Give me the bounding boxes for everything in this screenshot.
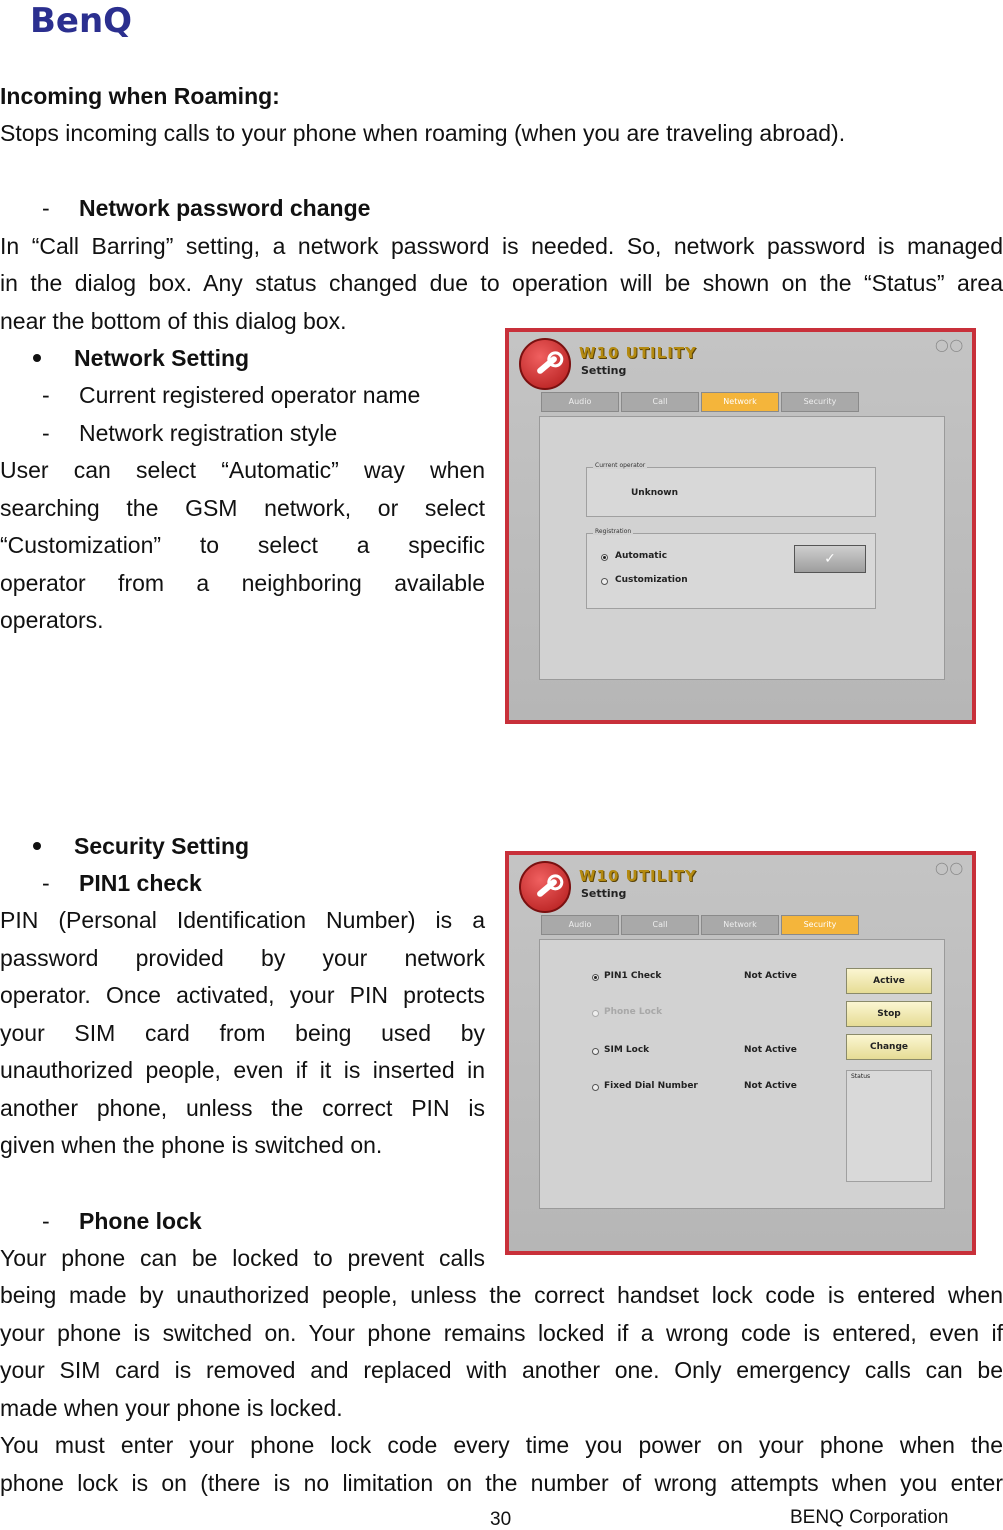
benq-logo [30, 0, 180, 44]
page-number: 30 [490, 1509, 512, 1530]
lock-line-5: You must enter your phone lock code every time you power on your phone when the [0, 1432, 1003, 1458]
dialog-subtitle: Setting [581, 364, 627, 377]
phone-lock-radio[interactable] [592, 1010, 599, 1017]
password-line-1: In “Call Barring” setting, a network password is needed. So, network password is managed [0, 233, 1003, 259]
pin1-label: PIN1 Check [604, 971, 662, 981]
pin-line-4: your SIM card from being used by [0, 1020, 485, 1046]
tab-audio[interactable]: Audio [541, 915, 619, 935]
automatic-radio[interactable] [601, 554, 608, 561]
stop-button[interactable]: Stop [846, 1001, 932, 1027]
lock-title: Phone lock [79, 1208, 202, 1234]
current-operator-group [586, 462, 876, 517]
lock-line-3: your SIM card is removed and replaced with another one. Only emergency calls can be [0, 1357, 1003, 1383]
dialog-subtitle: Setting [581, 887, 627, 900]
ok-button[interactable]: ✓ [794, 545, 866, 573]
tab-network[interactable]: Network [701, 915, 779, 935]
security-panel [539, 939, 945, 1209]
dialog-brand: W10 UTILITY [579, 867, 697, 885]
password-line-2: in the dialog box. Any status changed due to operation will be shown on the “Status” area [0, 270, 1003, 296]
logo-text: BenQ [30, 1, 133, 41]
lock-dash: - [42, 1208, 50, 1234]
network-title: Network Setting [74, 345, 250, 371]
pin-line-3: operator. Once activated, your PIN protects [0, 982, 485, 1008]
network-dialog-screenshot [505, 328, 976, 724]
status-box [846, 1070, 932, 1182]
network-item-2: Network registration style [79, 420, 338, 446]
network-item-dash-1: - [42, 382, 50, 408]
tab-security[interactable]: Security [781, 915, 859, 935]
tab-audio[interactable]: Audio [541, 392, 619, 412]
sim-lock-label: SIM Lock [604, 1045, 650, 1055]
pin-line-5: unauthorized people, even if it is inserted in [0, 1057, 485, 1083]
window-controls-icon[interactable]: ◯◯ [935, 861, 964, 875]
operator-value: Unknown [631, 488, 679, 498]
dialog-brand: W10 UTILITY [579, 344, 697, 362]
customization-label: Customization [615, 575, 688, 585]
pin1-radio[interactable] [592, 974, 599, 981]
security-dialog-screenshot [505, 851, 976, 1255]
active-button[interactable]: Active [846, 968, 932, 994]
pin-title: PIN1 check [79, 870, 202, 896]
network-body-3: “Customization” to select a specific [0, 532, 485, 558]
tab-call[interactable]: Call [621, 392, 699, 412]
pin-dash: - [42, 870, 50, 896]
lock-line-1: being made by unauthorized people, unless the correct handset lock code is entered when [0, 1282, 1003, 1308]
pin-line-1: PIN (Personal Identification Number) is a [0, 907, 485, 933]
pin-line-7: given when the phone is switched on. [0, 1132, 383, 1158]
password-line-3: near the bottom of this dialog box. [0, 308, 347, 334]
roaming-body: Stops incoming calls to your phone when roaming (when you are traveling abroad). [0, 120, 846, 146]
tab-security[interactable]: Security [781, 392, 859, 412]
automatic-label: Automatic [615, 551, 668, 561]
fdn-radio[interactable] [592, 1084, 599, 1091]
network-body-5: operators. [0, 607, 104, 633]
current-operator-label: Current operator [595, 462, 646, 469]
fdn-label: Fixed Dial Number [604, 1081, 698, 1091]
phone-lock-label: Phone Lock [604, 1007, 663, 1017]
network-item-1: Current registered operator name [79, 382, 421, 408]
fdn-status: Not Active [744, 1081, 797, 1091]
security-bullet [33, 842, 41, 850]
network-body-2: searching the GSM network, or select [0, 495, 485, 521]
password-dash: - [42, 195, 50, 221]
sim-lock-status: Not Active [744, 1045, 797, 1055]
sim-lock-radio[interactable] [592, 1048, 599, 1055]
window-controls-icon[interactable]: ◯◯ [935, 338, 964, 352]
lock-line-2: your phone is switched on. Your phone remains locked if a wrong code is entered, even if [0, 1320, 1003, 1346]
pin1-status: Not Active [744, 971, 797, 981]
customization-radio[interactable] [601, 578, 608, 585]
pin-line-2: password provided by your network [0, 945, 485, 971]
network-item-dash-2: - [42, 420, 50, 446]
status-label: Status [851, 1073, 871, 1080]
pin-line-6: another phone, unless the correct PIN is [0, 1095, 485, 1121]
tab-call[interactable]: Call [621, 915, 699, 935]
network-panel [539, 416, 945, 680]
network-body-1: User can select “Automatic” way when [0, 457, 485, 483]
security-title: Security Setting [74, 833, 250, 859]
lock-line-4: made when your phone is locked. [0, 1395, 343, 1421]
roaming-title: Incoming when Roaming: [0, 83, 280, 109]
network-bullet [33, 354, 41, 362]
registration-label: Registration [595, 528, 632, 535]
lock-first-line: Your phone can be locked to prevent calls [0, 1245, 485, 1271]
tab-network[interactable]: Network [701, 392, 779, 412]
network-body-4: operator from a neighboring available [0, 570, 485, 596]
change-button[interactable]: Change [846, 1034, 932, 1060]
wrench-icon [519, 338, 571, 390]
footer-company: BENQ Corporation [790, 1507, 949, 1528]
password-title: Network password change [79, 195, 371, 221]
lock-line-6: phone lock is on (there is no limitation on the number of wrong attempts when you enter [0, 1470, 1003, 1496]
wrench-icon [519, 861, 571, 913]
